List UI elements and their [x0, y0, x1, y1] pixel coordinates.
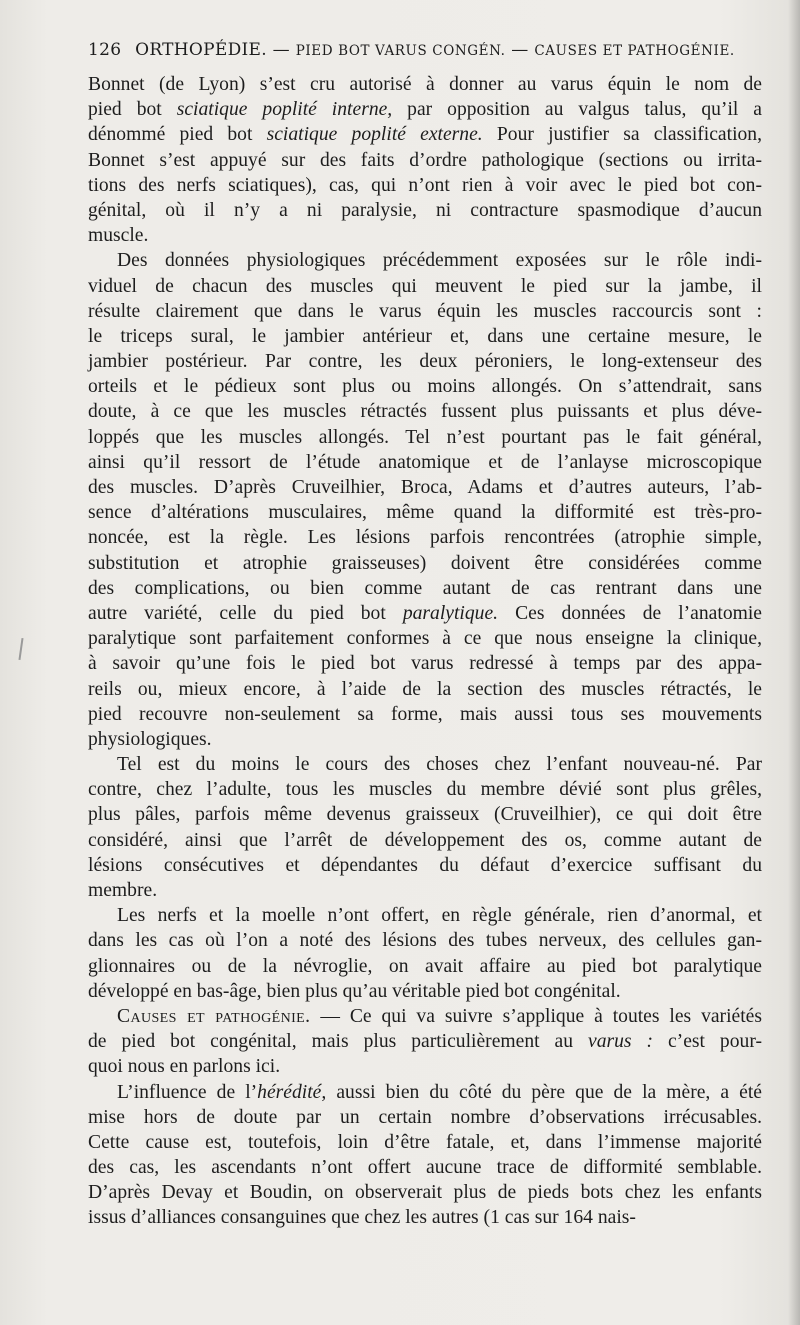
text-line: autre variété, celle du pied bot paralytique. Ces données de l’anatomie: [88, 602, 762, 624]
text-line: développé en bas-âge, bien plus qu’au véritable pied bot congénital.: [88, 980, 621, 1002]
text-line: ainsi qu’il ressort de l’étude anatomique et de l’anlayse microscopique: [88, 451, 762, 473]
text-line: des cas, les ascendants n’ont offert aucune trace de difformité semblable.: [88, 1157, 762, 1179]
text-line: dénommé pied bot sciatique poplité externe. Pour justifier sa classification,: [88, 124, 763, 146]
text-line: contre, chez l’adulte, tous les muscles du membre dévié sont plus grêles,: [88, 779, 762, 801]
text-line: issus d’alliances consanguines que chez les autres (1 cas sur 164 nais-: [88, 1207, 636, 1229]
text-line: reils ou, mieux encore, à l’aide de la section des muscles rétractés, le: [88, 678, 762, 700]
text-line: Bonnet (de Lyon) s’est cru autorisé à donner au varus équin le nom de: [88, 74, 762, 95]
text-line: Bonnet s’est appuyé sur des faits d’ordre pathologique (sections ou irrita-: [88, 149, 762, 171]
text-line: le triceps sural, le jambier antérieur et, dans une certaine mesure, le: [88, 325, 762, 347]
text-line: doute, à ce que les muscles rétractés fussent plus puissants et plus déve-: [88, 401, 762, 423]
text-line: pied bot sciatique poplité interne, par opposition au valgus talus, qu’il a: [88, 99, 762, 121]
text-line: plus pâles, parfois même devenus graisseux (Cruveilhier), ce qui doit être: [88, 804, 762, 826]
text-line: L’influence de l’hérédité, aussi bien du côté du père que de la mère, a été: [117, 1081, 762, 1103]
text-line: génital, où il n’y a ni paralysie, ni contracture spasmodique d’aucun: [88, 199, 762, 221]
italic-term: sciatique poplité interne,: [176, 99, 393, 121]
text-line: à savoir qu’une fois le pied bot varus redressé à temps par des appa-: [88, 653, 762, 675]
page-edge-shadow: [788, 0, 800, 1325]
header-section: ORTHOPÉDIE.: [135, 40, 267, 60]
text-line: Causes et pathogénie. — Ce qui va suivre s’applique à toutes les variétés: [117, 1005, 762, 1027]
text-line: Des données physiologiques précédemment exposées sur le rôle indi-: [117, 250, 762, 272]
header-separator: —: [511, 40, 529, 60]
text-line: D’après Devay et Boudin, on observerait plus de pieds bots chez les enfants: [88, 1182, 762, 1204]
running-header: [88, 40, 768, 60]
text-line: sence d’altérations musculaires, même quand la difformité est très-pro-: [88, 502, 762, 524]
text-line: Tel est du moins le cours des choses chez l’enfant nouveau-né. Par: [117, 754, 762, 776]
italic-term: sciatique poplité externe.: [266, 124, 483, 146]
section-heading: Causes et pathogénie.: [117, 1005, 311, 1027]
text-line: des muscles. D’après Cruveilhier, Broca, Adams et d’autres auteurs, l’ab-: [88, 477, 762, 498]
text-line: paralytique sont parfaitement conformes à ce que nous enseigne la clinique,: [88, 628, 762, 650]
text-line: membre.: [88, 880, 158, 901]
text-line: considéré, ainsi que l’arrêt de développement des os, comme autant de: [88, 829, 762, 851]
text-line: des complications, ou bien comme autant de cas rentrant dans une: [88, 577, 762, 599]
text-line: physiologiques.: [88, 728, 212, 750]
margin-pencil-mark: [18, 638, 23, 660]
text-line: dans les cas où l’on a noté des lésions des tubes nerveux, des cellules gan-: [88, 930, 762, 952]
text-line: Les nerfs et la moelle n’ont offert, en règle générale, rien d’anormal, et: [117, 905, 762, 927]
header-topic: CAUSES ET PATHOGÉNIE.: [534, 43, 735, 59]
italic-term: paralytique.: [402, 602, 499, 624]
text-line: pied recouvre non-seulement sa forme, mais aussi tous ses mouvements: [88, 703, 762, 725]
header-chapter: PIED BOT VARUS CONGÉN.: [295, 43, 506, 59]
text-line: quoi nous en parlons ici.: [88, 1056, 281, 1078]
header-separator: —: [272, 40, 290, 60]
body-text: [88, 72, 762, 1231]
text-line: noncée, est la règle. Les lésions parfois rencontrées (atrophie simple,: [88, 527, 762, 549]
text-line: mise hors de doute par un certain nombre d’observations irrécusables.: [88, 1106, 762, 1128]
page-number: 126: [88, 40, 122, 60]
text-line: muscle.: [88, 225, 149, 247]
text-line: substitution et atrophie graisseuses) doivent être considérées comme: [88, 552, 762, 574]
text-line: orteils et le pédieux sont plus ou moins allongés. On s’attendrait, sans: [88, 376, 762, 398]
text-line: loppés que les muscles allongés. Tel n’est pourtant pas le fait général,: [88, 426, 762, 448]
text-line: Cette cause est, toutefois, loin d’être fatale, et, dans l’immense majorité: [88, 1131, 762, 1153]
italic-term: hérédité,: [257, 1081, 327, 1103]
text-line: glionnaires ou de la névroglie, on avait affaire au pied bot paralytique: [88, 955, 762, 977]
italic-term: varus :: [588, 1031, 654, 1053]
text-line: jambier postérieur. Par contre, les deux péroniers, le long-extenseur des: [88, 351, 762, 373]
text-line: tions des nerfs sciatiques), cas, qui n’ont rien à voir avec le pied bot con-: [88, 174, 762, 196]
text-line: de pied bot congénital, mais plus particulièrement au varus : c’est pour-: [88, 1031, 762, 1053]
text-line: lésions consécutives et dépendantes du défaut d’exercice suffisant du: [88, 854, 762, 876]
text-line: résulte clairement que dans le varus équin les muscles raccourcis sont :: [88, 300, 762, 322]
text-line: viduel de chacun des muscles qui meuvent le pied sur la jambe, il: [88, 275, 762, 297]
